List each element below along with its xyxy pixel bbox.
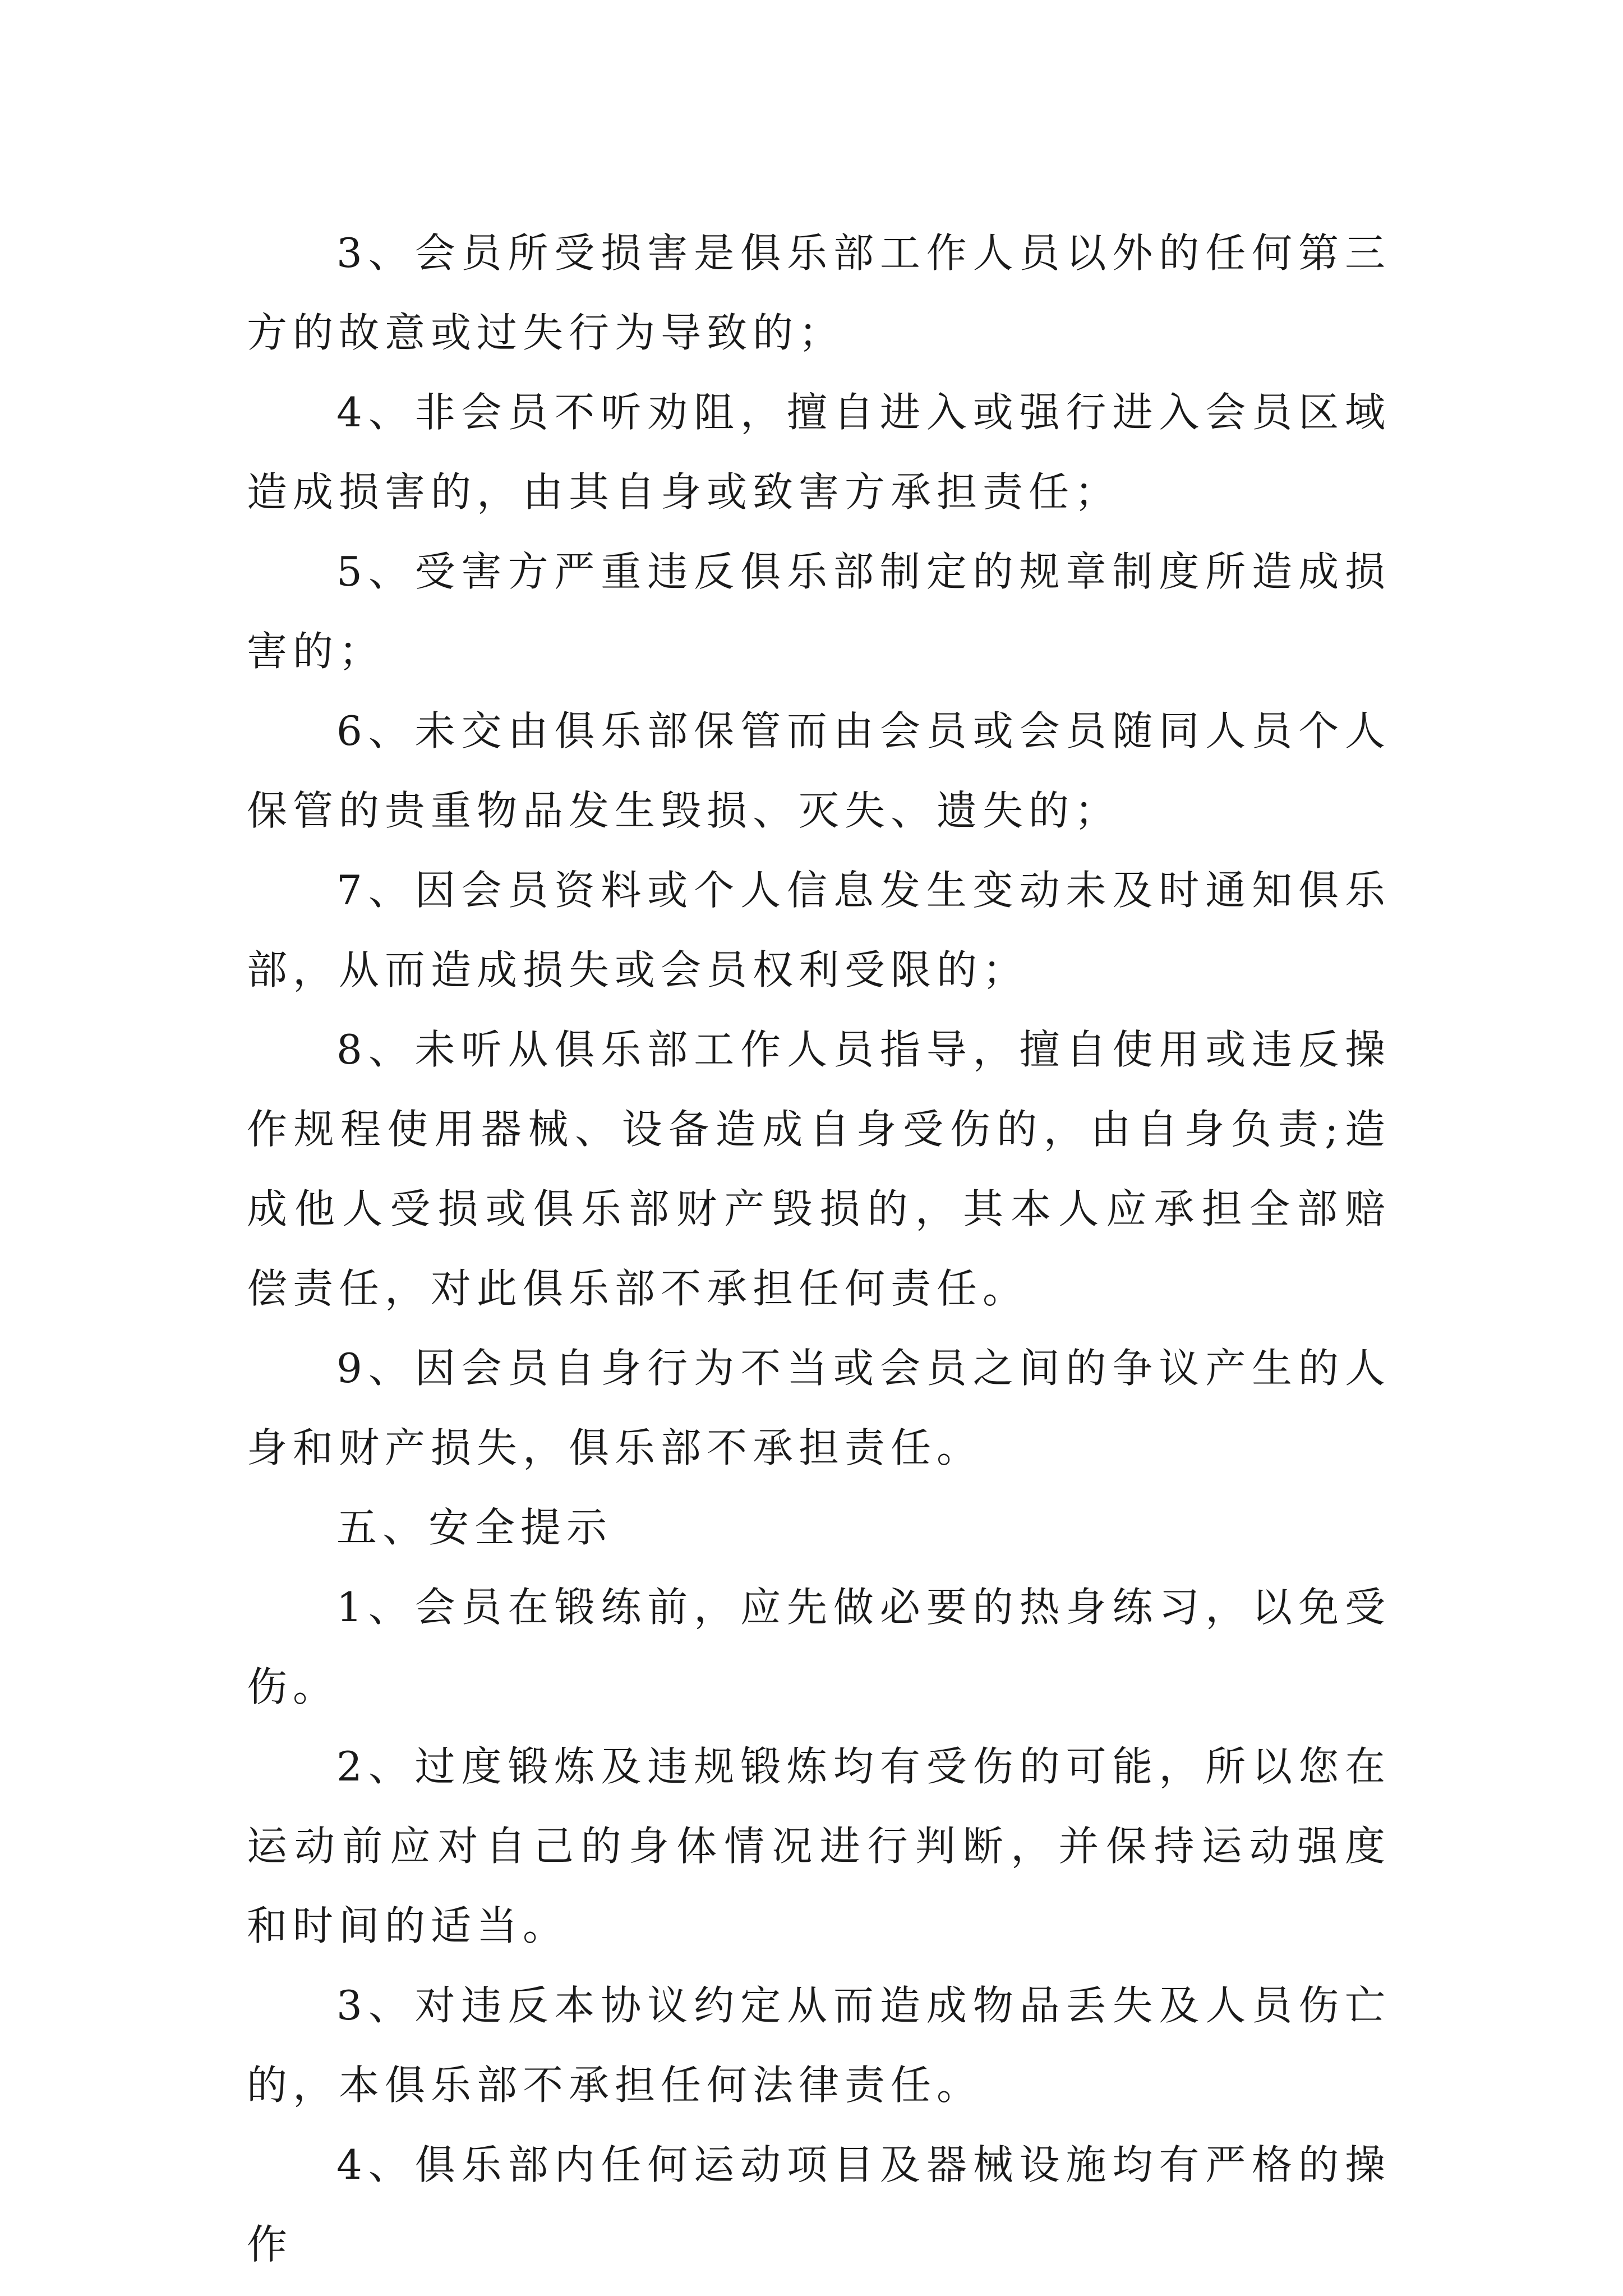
clause-4-non-member: 4、非会员不听劝阻，擅自进入或强行进入会员区域造成损害的，由其自身或致害方承担责任； xyxy=(247,389,1391,516)
document-body xyxy=(247,213,1391,2284)
clause-9-member-disputes: 9、因会员自身行为不当或会员之间的争议产生的人身和财产损失，俱乐部不承担责任。 xyxy=(247,1345,1391,1471)
clause-8-equipment-misuse: 8、未听从俱乐部工作人员指导，擅自使用或违反操作规程使用器械、设备造成自身受伤的，由自身负责;造成他人受损或俱乐部财产毁损的，其本人应承担全部赔偿责任，对此俱乐部不承担任何责任。 xyxy=(247,1026,1391,1312)
clause-5-rule-violation: 5、受害方严重违反俱乐部制定的规章制度所造成损害的； xyxy=(247,548,1391,675)
clause-6-valuables: 6、未交由俱乐部保管而由会员或会员随同人员个人保管的贵重物品发生毁损、灭失、遗失的； xyxy=(247,707,1391,834)
safety-item-2-overtraining: 2、过度锻炼及违规锻炼均有受伤的可能，所以您在运动前应对自己的身体情况进行判断，并保持运动强度和时间的适当。 xyxy=(247,1743,1391,1949)
safety-item-1-warmup: 1、会员在锻练前，应先做必要的热身练习，以免受伤。 xyxy=(247,1584,1391,1710)
clause-7-info-change: 7、因会员资料或个人信息发生变动未及时通知俱乐部，从而造成损失或会员权利受限的； xyxy=(247,867,1391,993)
safety-item-3-liability: 3、对违反本协议约定从而造成物品丢失及人员伤亡的，本俱乐部不承担任何法律责任。 xyxy=(247,1982,1391,2109)
clause-3-third-party: 3、会员所受损害是俱乐部工作人员以外的任何第三方的故意或过失行为导致的； xyxy=(247,229,1391,356)
section-heading-safety: 五、安全提示 xyxy=(336,1504,613,1551)
safety-item-4-equipment: 4、俱乐部内任何运动项目及器械设施均有严格的操作 xyxy=(247,2141,1391,2268)
